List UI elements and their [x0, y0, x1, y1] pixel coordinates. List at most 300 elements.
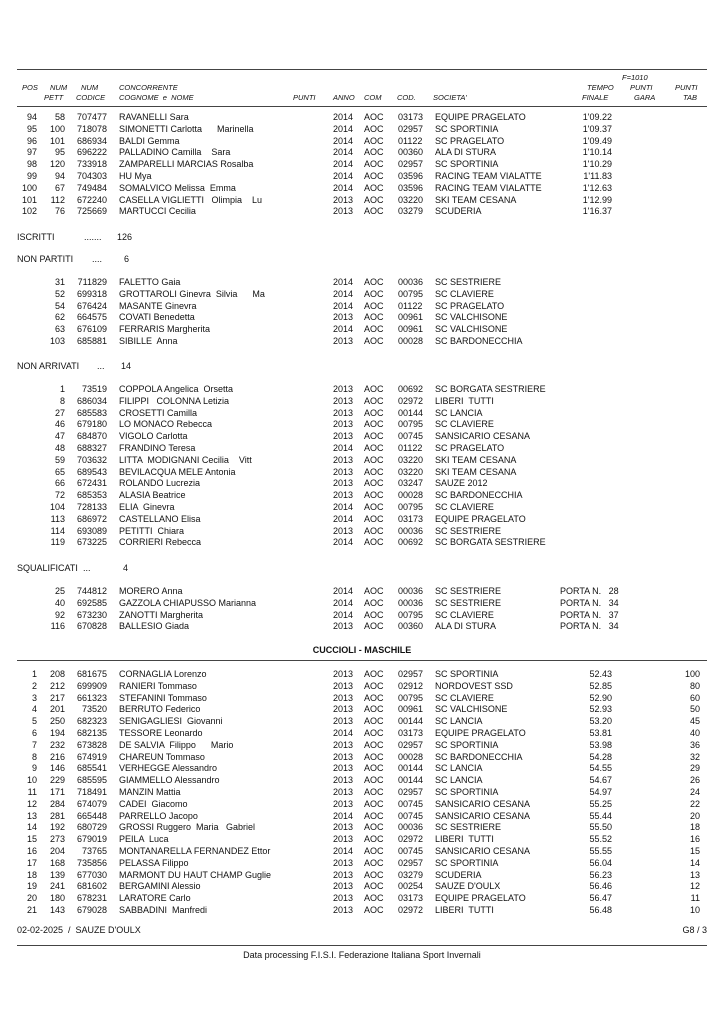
- anno-cell: 2013: [333, 466, 354, 477]
- cod-cell: 01122: [398, 135, 423, 146]
- table-row: [0, 621, 724, 632]
- anno-cell: 2013: [333, 798, 354, 809]
- com-cell: AOC: [364, 846, 384, 856]
- anno-cell: 2014: [333, 112, 354, 122]
- societa-cell: SC BARDONECCHIA: [435, 751, 523, 762]
- codice-cell: 718078: [76, 123, 107, 134]
- anno-cell: 2013: [333, 751, 354, 762]
- pos-cell: 21: [26, 905, 37, 915]
- pett-cell: 204: [49, 846, 65, 856]
- cod-cell: 02957: [398, 669, 424, 679]
- table-row: [0, 277, 724, 288]
- cod-cell: 03596: [398, 171, 424, 181]
- codice-cell: 673230: [76, 609, 107, 620]
- pett-cell: 31: [54, 277, 65, 287]
- codice-cell: 679019: [76, 834, 107, 845]
- codice-cell: 73765: [81, 846, 107, 856]
- name-cell: BEVILACQUA MELE Antonia: [119, 466, 236, 477]
- cod-cell: 00144: [398, 775, 424, 786]
- codice-cell: 674919: [76, 751, 107, 762]
- com-cell: AOC: [364, 466, 384, 477]
- pett-cell: 273: [49, 834, 65, 845]
- pett-cell: 284: [49, 798, 65, 809]
- pett-cell: 46: [54, 419, 65, 430]
- iscritti-value: 126: [117, 232, 133, 242]
- cod-cell: 02972: [398, 395, 424, 406]
- pett-cell: 168: [49, 857, 65, 868]
- societa-cell: SC CLAVIERE: [435, 288, 494, 299]
- societa-cell: EQUIPE PRAGELATO: [435, 893, 526, 904]
- com-cell: AOC: [364, 822, 384, 833]
- cod-cell: 00036: [398, 597, 424, 608]
- name-cell: SIBILLE Anna: [119, 336, 178, 346]
- table-row: [0, 752, 724, 763]
- table-row: [0, 846, 724, 857]
- tempo-cell: 55.44: [589, 810, 612, 821]
- table-row: [0, 881, 724, 892]
- anno-cell: 2013: [333, 716, 354, 727]
- tempo-cell: 55.25: [589, 798, 612, 809]
- anno-cell: 2013: [333, 454, 354, 465]
- cod-cell: 02957: [398, 739, 424, 750]
- tempo-cell: 1'09.37: [582, 123, 612, 134]
- table-row: [0, 526, 724, 537]
- punti-tab-cell: 26: [689, 775, 700, 786]
- cod-cell: 00144: [398, 716, 424, 727]
- non-arrivati-value: 14: [121, 361, 132, 371]
- name-cell: FILIPPI COLONNA Letizia: [119, 395, 230, 406]
- pett-cell: 54: [54, 300, 65, 311]
- pos-cell: 95: [26, 123, 37, 134]
- societa-cell: SC LANCIA: [435, 716, 483, 727]
- anno-cell: 2013: [333, 857, 354, 868]
- name-cell: PALLADINO Camilla Sara: [119, 147, 231, 158]
- name-cell: CROSETTI Camilla: [119, 407, 198, 418]
- codice-cell: 670828: [76, 621, 107, 632]
- table-row: [0, 384, 724, 395]
- pett-cell: 143: [49, 905, 65, 915]
- name-cell: BERGAMINI Alessio: [119, 881, 201, 892]
- cod-cell: 00692: [398, 537, 424, 548]
- table-row: [0, 396, 724, 407]
- pett-cell: 59: [54, 454, 65, 465]
- name-cell: ALASIA Beatrice: [119, 490, 186, 501]
- anno-cell: 2014: [333, 135, 354, 146]
- codice-cell: 704303: [76, 171, 107, 181]
- codice-cell: 682323: [76, 716, 107, 727]
- cod-cell: 00028: [398, 490, 424, 501]
- cod-cell: 02957: [398, 123, 424, 134]
- name-cell: FALETTO Gaia: [119, 277, 181, 287]
- pett-cell: 114: [50, 525, 65, 536]
- cod-cell: 00360: [398, 147, 424, 158]
- name-cell: GROTTAROLI Ginevra Silvia Ma: [119, 288, 265, 299]
- tempo-cell: 52.85: [589, 680, 612, 691]
- anno-cell: 2013: [333, 893, 354, 904]
- pos-cell: 20: [26, 893, 37, 904]
- pos-cell: 4: [31, 704, 37, 715]
- anno-cell: 2013: [333, 395, 354, 406]
- com-cell: AOC: [364, 407, 384, 418]
- tempo-cell: 55.50: [589, 822, 612, 833]
- codice-cell: 686934: [76, 135, 107, 146]
- societa-cell: SANSICARIO CESANA: [435, 798, 531, 809]
- com-cell: AOC: [364, 775, 384, 786]
- name-cell: DE SALVIA Filippo Mario: [119, 739, 234, 750]
- name-cell: GIAMMELLO Alessandro: [119, 775, 220, 786]
- codice-cell: 672431: [76, 478, 107, 489]
- name-cell: ZAMPARELLI MARCIAS Rosalba: [119, 159, 254, 170]
- pett-cell: 63: [54, 324, 65, 335]
- anno-cell: 2013: [333, 739, 354, 750]
- tempo-cell: 1'12.99: [582, 194, 612, 205]
- anno-cell: 2013: [333, 869, 354, 880]
- com-cell: AOC: [364, 147, 384, 158]
- societa-cell: SC SESTRIERE: [435, 525, 502, 536]
- pett-cell: 208: [49, 669, 65, 679]
- pos-cell: 100: [21, 182, 37, 193]
- com-cell: AOC: [364, 171, 384, 181]
- cod-cell: 03279: [398, 206, 424, 217]
- codice-cell: 733918: [76, 159, 107, 170]
- footer-right: G8 / 3: [682, 925, 707, 935]
- pett-cell: 112: [50, 194, 65, 205]
- table-row: [0, 324, 724, 335]
- squalificati-value: 4: [123, 563, 129, 573]
- table-row: [0, 514, 724, 525]
- anno-cell: 2014: [333, 586, 354, 596]
- table-row: [0, 834, 724, 845]
- f-label: F=1010: [622, 73, 648, 82]
- codice-cell: 673225: [76, 537, 107, 548]
- codice-cell: 725669: [76, 206, 107, 217]
- societa-cell: SKI TEAM CESANA: [435, 466, 517, 477]
- anno-cell: 2013: [333, 194, 354, 205]
- cod-cell: 01122: [398, 300, 423, 311]
- societa-cell: SC VALCHISONE: [435, 324, 508, 335]
- iscritti-label: ISCRITTI: [17, 232, 55, 242]
- anno-cell: 2014: [333, 324, 354, 335]
- pett-cell: 146: [49, 763, 65, 774]
- anno-cell: 2014: [333, 182, 354, 193]
- societa-cell: LIBERI TUTTI: [435, 905, 494, 915]
- pett-cell: 66: [54, 478, 65, 489]
- codice-cell: 689543: [76, 466, 107, 477]
- name-cell: LITTA MODIGNANI Cecilia Vitt: [119, 454, 252, 465]
- pos-cell: 13: [26, 810, 37, 821]
- table-row: [0, 716, 724, 727]
- com-cell: AOC: [364, 513, 384, 524]
- pett-cell: 120: [49, 159, 65, 170]
- name-cell: RAVANELLI Sara: [119, 112, 189, 122]
- anno-cell: 2013: [333, 905, 354, 915]
- pett-cell: 95: [54, 147, 65, 158]
- com-cell: AOC: [364, 336, 384, 346]
- cod-cell: 00745: [398, 431, 424, 442]
- pos-cell: 7: [31, 739, 37, 750]
- table-row: [0, 419, 724, 430]
- anno-cell: 2013: [333, 787, 354, 797]
- table-row: [0, 136, 724, 147]
- anno-cell: 2013: [333, 822, 354, 833]
- table-row: [0, 443, 724, 454]
- punti-tab-cell: 18: [689, 822, 700, 833]
- col-pos: POS: [22, 83, 38, 92]
- name-cell: BALDI Gemma: [119, 135, 180, 146]
- cod-cell: 03596: [398, 182, 424, 193]
- cod-cell: 03173: [398, 513, 424, 524]
- header-bottom-rule: [17, 106, 707, 107]
- cod-cell: 03173: [398, 112, 424, 122]
- com-cell: AOC: [364, 704, 384, 715]
- punti-tab-cell: 45: [689, 716, 700, 727]
- societa-cell: SAUZE D'OULX: [435, 881, 501, 892]
- societa-cell: SC PRAGELATO: [435, 443, 505, 453]
- codice-cell: 744812: [76, 586, 107, 596]
- pett-cell: 194: [49, 728, 65, 738]
- table-row: [0, 763, 724, 774]
- name-cell: MARMONT DU HAUT CHAMP Guglie: [119, 869, 272, 880]
- col-societa: SOCIETA': [433, 93, 467, 102]
- cod-cell: 02957: [398, 159, 424, 170]
- cuccioli-rule: [17, 660, 707, 661]
- com-cell: AOC: [364, 135, 384, 146]
- codice-cell: 672240: [76, 194, 107, 205]
- com-cell: AOC: [364, 502, 384, 512]
- codice-cell: 685595: [76, 775, 107, 786]
- societa-cell: SC BARDONECCHIA: [435, 336, 523, 346]
- com-cell: AOC: [364, 454, 384, 465]
- porta-cell: PORTA N. 34: [560, 597, 619, 608]
- anno-cell: 2013: [333, 312, 354, 323]
- societa-cell: SANSICARIO CESANA: [435, 846, 531, 856]
- codice-cell: 676424: [76, 300, 107, 311]
- table-row: [0, 870, 724, 881]
- non-partiti-dots: ....: [92, 254, 103, 264]
- com-cell: AOC: [364, 123, 384, 134]
- tempo-cell: 1'16.37: [582, 206, 612, 217]
- punti-tab-cell: 40: [689, 728, 700, 738]
- pett-cell: 139: [49, 869, 65, 880]
- pos-cell: 3: [31, 692, 37, 703]
- col-com: COM: [364, 93, 382, 102]
- cod-cell: 00961: [398, 324, 424, 335]
- anno-cell: 2013: [333, 525, 354, 536]
- table-row: [0, 478, 724, 489]
- com-cell: AOC: [364, 586, 384, 596]
- anno-cell: 2013: [333, 834, 354, 845]
- name-cell: SIMONETTI Carlotta Marinella: [119, 123, 254, 134]
- table-row: [0, 112, 724, 123]
- name-cell: BERRUTO Federico: [119, 704, 201, 715]
- col-finale: FINALE: [582, 93, 609, 102]
- societa-cell: RACING TEAM VIALATTE: [435, 182, 542, 193]
- footer-left: 02-02-2025 / SAUZE D'OULX: [17, 925, 141, 935]
- societa-cell: SC SESTRIERE: [435, 277, 502, 287]
- anno-cell: 2013: [333, 763, 354, 774]
- name-cell: SOMALVICO Melissa Emma: [119, 182, 236, 193]
- anno-cell: 2014: [333, 609, 354, 620]
- codice-cell: 679028: [76, 905, 107, 915]
- codice-cell: 665448: [76, 810, 107, 821]
- table-row: [0, 586, 724, 597]
- societa-cell: RACING TEAM VIALATTE: [435, 171, 542, 181]
- cod-cell: 02912: [398, 680, 424, 691]
- codice-cell: 684870: [76, 431, 107, 442]
- codice-cell: 661323: [76, 692, 107, 703]
- pett-cell: 281: [49, 810, 65, 821]
- com-cell: AOC: [364, 182, 384, 193]
- com-cell: AOC: [364, 490, 384, 501]
- iscritti-dots: .......: [84, 232, 102, 242]
- codice-cell: 680729: [76, 822, 107, 833]
- com-cell: AOC: [364, 798, 384, 809]
- table-row: [0, 206, 724, 217]
- punti-tab-cell: 13: [689, 869, 700, 880]
- pett-cell: 25: [54, 586, 65, 596]
- table-row: [0, 811, 724, 822]
- com-cell: AOC: [364, 728, 384, 738]
- tempo-cell: 1'12.63: [582, 182, 612, 193]
- squalificati-dots: ...: [83, 563, 91, 573]
- pett-cell: 40: [54, 597, 65, 608]
- punti-tab-cell: 10: [689, 905, 700, 915]
- table-row: [0, 301, 724, 312]
- table-row: [0, 740, 724, 751]
- table-row: [0, 159, 724, 170]
- codice-cell: 676109: [76, 324, 107, 335]
- pett-cell: 76: [54, 206, 65, 217]
- com-cell: AOC: [364, 787, 384, 797]
- pett-cell: 1: [59, 384, 65, 394]
- col-punti-gara-2: GARA: [634, 93, 656, 102]
- cod-cell: 00360: [398, 621, 424, 632]
- tempo-cell: 54.67: [589, 775, 612, 786]
- pos-cell: 18: [26, 869, 37, 880]
- anno-cell: 2013: [333, 692, 354, 703]
- com-cell: AOC: [364, 881, 384, 892]
- pos-cell: 1: [31, 669, 37, 679]
- table-row: [0, 147, 724, 158]
- tempo-cell: 55.52: [589, 834, 612, 845]
- codice-cell: 681602: [76, 881, 107, 892]
- cod-cell: 00028: [398, 751, 424, 762]
- codice-cell: 673828: [76, 739, 107, 750]
- table-row: [0, 693, 724, 704]
- name-cell: MARTUCCI Cecilia: [119, 206, 196, 217]
- tempo-cell: 56.47: [589, 893, 612, 904]
- codice-cell: 693089: [76, 525, 107, 536]
- com-cell: AOC: [364, 478, 384, 489]
- anno-cell: 2013: [333, 384, 354, 394]
- com-cell: AOC: [364, 893, 384, 904]
- pos-cell: 9: [31, 763, 37, 774]
- com-cell: AOC: [364, 288, 384, 299]
- pos-cell: 96: [26, 135, 37, 146]
- pos-cell: 19: [26, 881, 37, 892]
- codice-cell: 685541: [76, 763, 107, 774]
- punti-tab-cell: 32: [689, 751, 700, 762]
- com-cell: AOC: [364, 206, 384, 217]
- com-cell: AOC: [364, 194, 384, 205]
- tempo-cell: 53.81: [589, 728, 612, 738]
- col-punti-tab-1: PUNTI: [675, 83, 698, 92]
- com-cell: AOC: [364, 443, 384, 453]
- punti-tab-cell: 14: [689, 857, 700, 868]
- punti-tab-cell: 20: [689, 810, 700, 821]
- societa-cell: EQUIPE PRAGELATO: [435, 728, 526, 738]
- cod-cell: 03247: [398, 478, 424, 489]
- societa-cell: SC BORGATA SESTRIERE: [435, 537, 546, 548]
- col-codice: CODICE: [76, 93, 106, 102]
- pett-cell: 113: [50, 513, 65, 524]
- name-cell: VERHEGGE Alessandro: [119, 763, 218, 774]
- cod-cell: 02972: [398, 834, 424, 845]
- pos-cell: 98: [26, 159, 37, 170]
- societa-cell: LIBERI TUTTI: [435, 834, 494, 845]
- table-row: [0, 728, 724, 739]
- societa-cell: SCUDERIA: [435, 869, 482, 880]
- cod-cell: 02957: [398, 787, 424, 797]
- cod-cell: 03173: [398, 893, 424, 904]
- com-cell: AOC: [364, 525, 384, 536]
- pett-cell: 241: [49, 881, 65, 892]
- punti-tab-cell: 50: [689, 704, 700, 715]
- com-cell: AOC: [364, 810, 384, 821]
- com-cell: AOC: [364, 112, 384, 122]
- porta-cell: PORTA N. 37: [560, 609, 619, 620]
- name-cell: CASTELLANO Elisa: [119, 513, 201, 524]
- anno-cell: 2014: [333, 443, 354, 453]
- tempo-cell: 56.48: [589, 905, 612, 915]
- name-cell: STEFANINI Tommaso: [119, 692, 207, 703]
- table-row: [0, 775, 724, 786]
- tempo-cell: 56.23: [589, 869, 612, 880]
- table-row: [0, 537, 724, 548]
- societa-cell: SC CLAVIERE: [435, 692, 494, 703]
- cod-cell: 00692: [398, 384, 424, 394]
- codice-cell: 674079: [76, 798, 107, 809]
- tempo-cell: 56.04: [589, 857, 612, 868]
- pett-cell: 72: [54, 490, 65, 501]
- table-row: [0, 598, 724, 609]
- codice-cell: 685353: [76, 490, 107, 501]
- anno-cell: 2013: [333, 206, 354, 217]
- pett-cell: 101: [49, 135, 65, 146]
- pett-cell: 104: [49, 502, 65, 512]
- cod-cell: 00795: [398, 609, 424, 620]
- com-cell: AOC: [364, 692, 384, 703]
- pett-cell: 103: [49, 336, 65, 346]
- punti-tab-cell: 24: [689, 787, 700, 797]
- anno-cell: 2013: [333, 669, 354, 679]
- name-cell: FRANDINO Teresa: [119, 443, 196, 453]
- codice-cell: 699318: [76, 288, 107, 299]
- name-cell: MANZIN Mattia: [119, 787, 181, 797]
- name-cell: BALLESIO Giada: [119, 621, 190, 632]
- tempo-cell: 1'09.49: [582, 135, 612, 146]
- non-partiti-label: NON PARTITI: [17, 254, 74, 264]
- codice-cell: 688327: [76, 443, 107, 453]
- pett-cell: 171: [49, 787, 65, 797]
- col-cod: COD.: [397, 93, 416, 102]
- table-row: [0, 787, 724, 798]
- table-row: [0, 669, 724, 680]
- cod-cell: 02972: [398, 905, 424, 915]
- pett-cell: 8: [59, 395, 65, 406]
- name-cell: COVATI Benedetta: [119, 312, 195, 323]
- tempo-cell: 52.93: [589, 704, 612, 715]
